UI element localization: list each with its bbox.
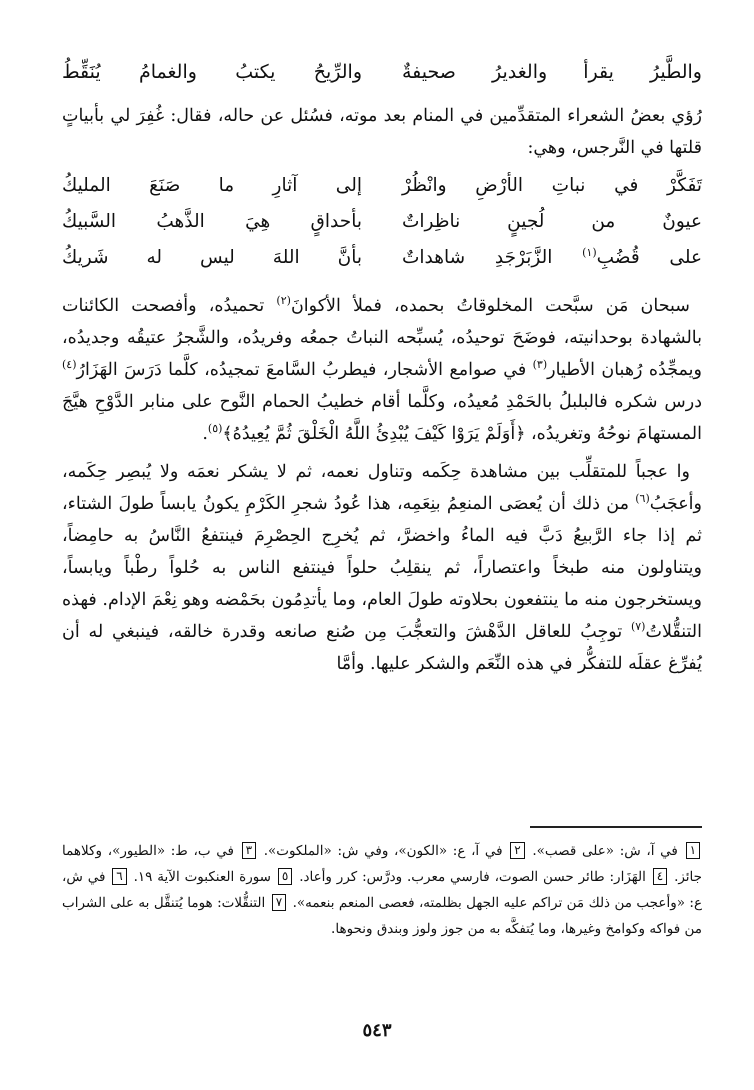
text-run: وا عجباً للمتقلِّب بين مشاهدة حِكَمه وتناول نعمه، ثم لا يشكر نعمَه ولا يُبصِر حِكَمه، وأعجَبُ — [62, 462, 702, 514]
poem-line — [62, 240, 702, 276]
footnote-number: ١ — [686, 842, 700, 859]
verse-hemistich-right: تَفَكَّرْ في نباتِ الأرْضِ وانْظُرْ — [402, 175, 702, 196]
footnote-text: في آ، ع: «الكون»، وفي ش: «الملكوت». — [263, 843, 503, 859]
verse-hemistich-right: والطَّيرُ يقرأ والغديرُ صحيفةٌ — [402, 61, 702, 83]
footnote-text: في آ، ش: «على قصب». — [532, 843, 678, 859]
verse-hemistich-left: إلى آثارِ ما صَنَعَ المليكُ — [62, 175, 362, 196]
verse-hemistich-right — [402, 240, 702, 276]
poem-line — [62, 168, 702, 204]
verse-hemistich-left: والرِّيحُ يكتبُ والغمامُ يُنَقِّطُ — [62, 61, 362, 83]
poem-line — [62, 204, 702, 240]
footnote-marker[interactable]: (٣) — [532, 358, 548, 372]
verse-hemistich-left: بأحداقٍ هِيَ الذَّهبُ السَّبيكُ — [62, 211, 362, 232]
footnote-marker[interactable]: (١) — [582, 245, 597, 259]
footnote — [527, 843, 702, 859]
footnote-marker[interactable]: (٢) — [276, 294, 291, 308]
text-run: من ذلك أن يُعصَى المنعِمُ بنِعَمِه، هذا عُودُ شجرِ الكَرْمِ يكونُ يابساً طولَ الشتاء، ثم إذا جاء الرَّبيعُ دَبَّ فيه الماءُ واخضرَّ، ثم يُخرِج الحِصْرِمَ فينتفعُ النَّاسُ به حامِضاً، ويتناولون منه طبخاً واعتصاراً، ثم ينقلِبُ حلواً فينتفع الناس به حُلواً رطْباً ويابساً، ويستخرجون منه ما ينتفعون بحلاوته طولَ العام، وما يأتدِمُون بحَمْضه وهو نِعْمَ الإدام. فهذه التنقُّلاتُ — [62, 494, 702, 642]
narcissus-poem — [62, 168, 702, 276]
text-run: سبحان مَن سبَّحت المخلوقاتُ بحمده، فملأ الأكوانَ — [290, 296, 690, 316]
footnote — [258, 843, 527, 859]
opening-verse — [62, 55, 702, 90]
hemistich-part: الزَّبَرْجَدِ شاهداتٌ — [402, 247, 583, 268]
text-run: . — [202, 424, 208, 444]
text-run: توجِبُ للعاقل الدَّهْشَ والتعجُّبَ مِن صُنع صانعه وقدرة خالقه، فينبغي له أن يُفرِّغ عقلَه للتفكُّر في هذه النِّعَم والشكر عليها. وأمَّا — [62, 622, 702, 674]
praise-paragraph — [62, 290, 702, 450]
footnote-marker[interactable]: (٥) — [207, 422, 223, 436]
footnote — [129, 869, 295, 885]
footnote — [294, 869, 669, 885]
text-run: في صوامع الأشجار، فيطربُ السَّامعَ تمجيدُه، كلَّما دَرَسَ الهَزَارُ — [76, 360, 533, 380]
footnote-text: سورة العنكبوت الآية ١٩. — [133, 869, 271, 885]
footnote-number: ٦ — [112, 868, 126, 885]
footnote-number: ٣ — [242, 842, 256, 859]
intro-paragraph: رُؤي بعضُ الشعراء المتقدِّمين في المنام بعد موته، فسُئل عن حاله، فقال: غُفِرَ لي بأبياتٍ قلتها في النَّرجس، وهي: — [62, 106, 702, 158]
footnote-divider — [530, 826, 702, 828]
page-body — [62, 55, 702, 680]
verse-hemistich-right: عيونٌ من لُجينٍ ناظِراتٌ — [402, 211, 702, 232]
verse-hemistich-left: بأنَّ اللهَ ليس له شَريكُ — [62, 247, 362, 268]
text-run: تحميدُه، وأفصحت الكائنات بالشهادة بوحدانيته، فوضَحَ توحيدُه، يُسبِّحه النباتُ جمعُه وفريدُه، والشَّجرُ عتيقُه وجديدُه، ويمجِّدُه رُهبان الأطيار — [62, 296, 702, 380]
footnote-text: في ش، ع: «وأعجب من ذلك مَن تراكم عليه الجهل بظلمته، فعصى المنعم بنعمه». — [62, 869, 703, 911]
vine-paragraph — [62, 456, 702, 680]
footnote-number: ٤ — [653, 868, 667, 885]
footnotes — [62, 838, 702, 942]
footnote-text: الهَزَار: طائر حسن الصوت، فارسي معرب. ودرَّس: كرر وأعاد. — [299, 869, 646, 885]
footnote-marker[interactable]: (٧) — [630, 620, 646, 634]
footnote-marker[interactable]: (٤) — [62, 358, 77, 372]
footnote-number: ٧ — [272, 894, 286, 911]
footnote-number: ٢ — [510, 842, 524, 859]
text-run: درس شكره فالبلبلُ بالحَمْدِ مُعيدُه، وكلَّما أقام خطيبُ الحمام النَّوح على منابر الدَّوْحِ هيَّجَ المستهامَ نوحُهُ وتغريدُه، ﴿أَوَلَمْ يَرَوْا كَيْفَ يُبْدِئُ اللَّهُ الْخَلْقَ ثُمَّ يُعِيدُهُ﴾ — [62, 392, 702, 444]
footnote-number: ٥ — [278, 868, 292, 885]
hemistich-part: على قُضُبِ — [596, 247, 702, 268]
footnote-text: في ب، ط: «الطيور»، وكلاهما جائز. — [62, 843, 703, 885]
footnote-text: التنقُّلات: هوما يُتنقَّل به على الشراب من فواكه وكوامخ وغيرها، وما يُتفكَّه به من جوز ولوز وبندق ونحوها. — [62, 895, 702, 937]
footnote-marker[interactable]: (٦) — [635, 492, 650, 506]
page-number: ٥٤٣ — [362, 1020, 392, 1041]
